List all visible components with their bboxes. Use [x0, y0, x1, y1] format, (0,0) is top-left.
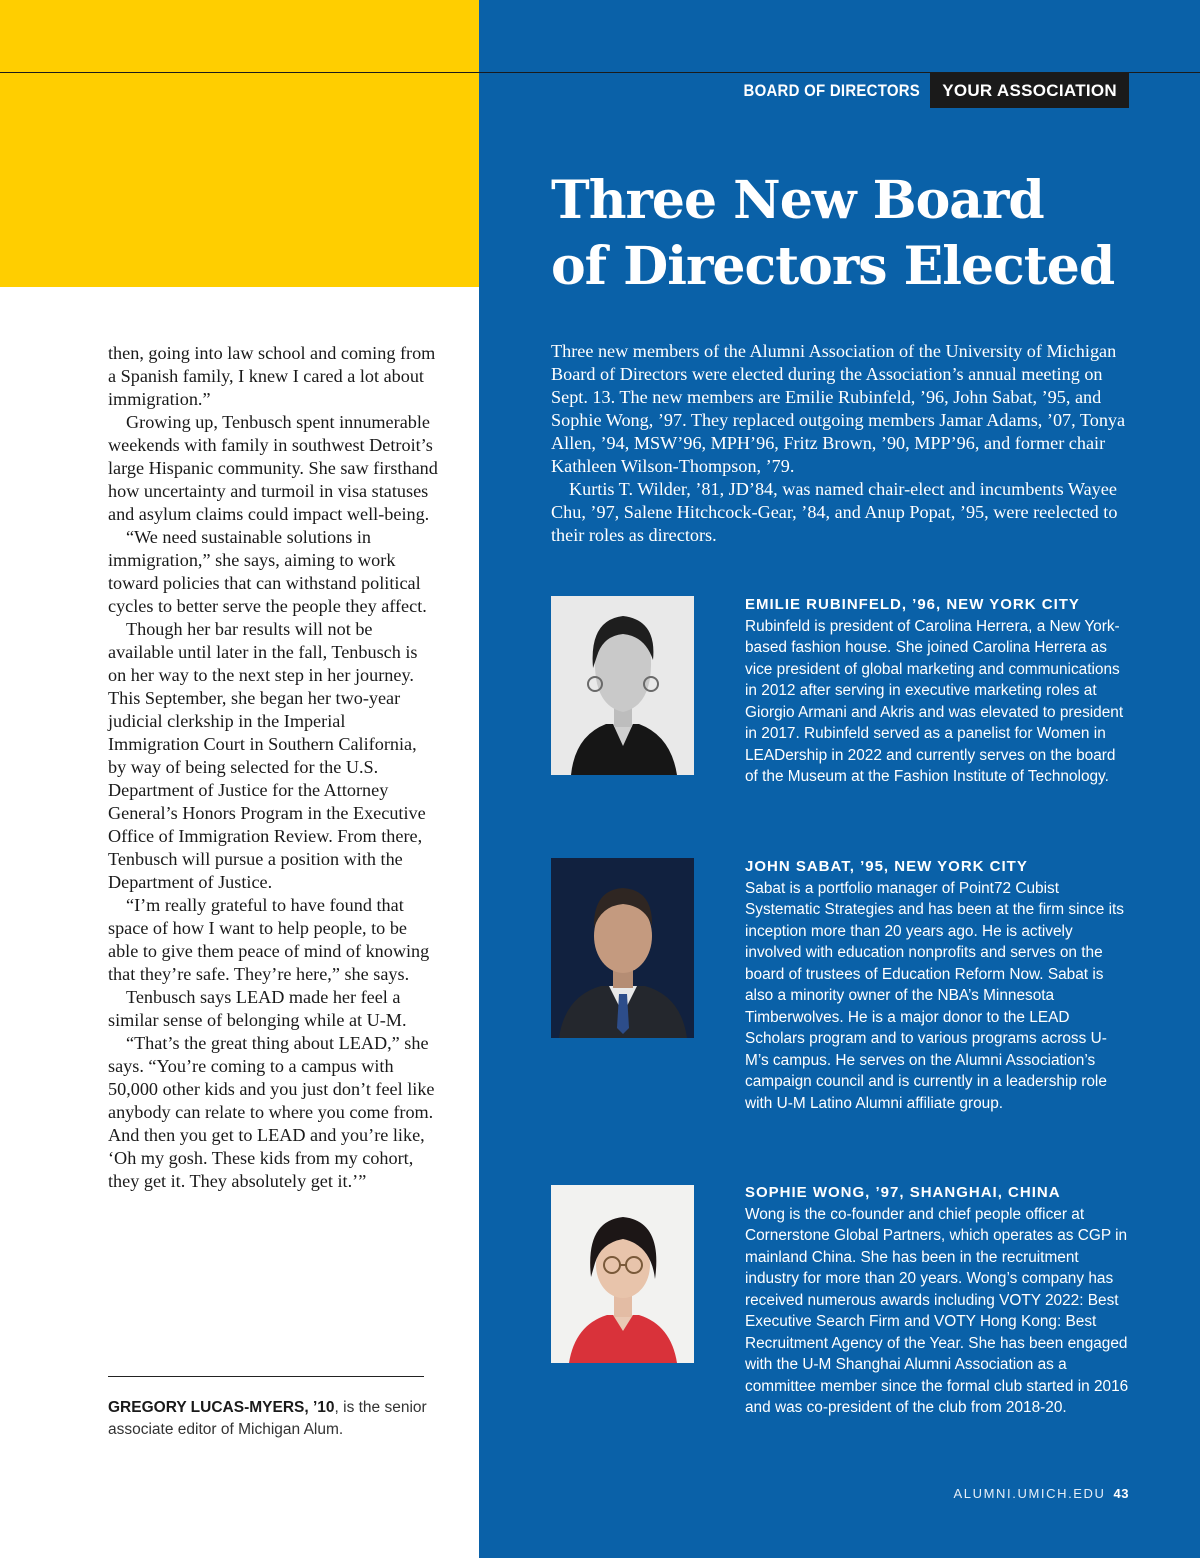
footer-site-url: ALUMNI.UMICH.EDU	[953, 1486, 1106, 1501]
sabat-photo	[551, 858, 694, 1038]
headline	[551, 168, 1171, 300]
category-label: YOUR ASSOCIATION	[930, 73, 1129, 108]
headline-line-1: Three New Board	[551, 170, 1044, 231]
member-bio-text: Rubinfeld is president of Carolina Herrera, a New York-based fashion house. She joined Carolina Herrera as vice president of global marketing and communications in 2012 after serving in executive marketing roles at Giorgio Armani and Akris and was elevated to president in 2017. Rubinfeld served as a panelist for Women in LEADership in 2022 and currently serves on the board of the Museum at the Fashion Institute of Technology.	[745, 617, 1124, 785]
body-paragraph: Tenbusch says LEAD made her feel a similar sense of belonging while at U-M.	[108, 987, 407, 1030]
member-bio-rubinfeld	[745, 594, 1130, 788]
member-heading: SOPHIE WONG, ’97, SHANGHAI, CHINA	[745, 1184, 1061, 1201]
member-heading: EMILIE RUBINFELD, ’96, NEW YORK CITY	[745, 596, 1080, 613]
page-number: 43	[1113, 1486, 1129, 1501]
member-bio-text: Sabat is a portfolio manager of Point72 Cubist Systematic Strategies and has been at the firm since its inception more than 20 years ago. He is actively involved with education nonprofits and serves on the board of trustees of Education Reform Now. Sabat is also a minority owner of the NBA’s Minnesota Timberwolves. He is a major donor to the LEAD Scholars program and to various programs across U-M’s campus. He serves on the Alumni Association’s campaign council and is currently in a leadership role with U-M Latino Alumni affiliate group.	[745, 879, 1124, 1112]
body-paragraph: “I’m really grateful to have found that space of how I want to help people, to be able to give them peace of mind of knowing that they’re safe. They’re here,” she says.	[108, 895, 430, 984]
body-paragraph: Growing up, Tenbusch spent innumerable weekends with family in southwest Detroit’s large Hispanic community. She saw firsthand how uncertainty and turmoil in visa statuses and asylum claims could impact well-being.	[108, 412, 438, 524]
intro-paragraph: Kurtis T. Wilder, ’81, JD’84, was named chair-elect and incumbents Wayee Chu, ’97, Salene Hitchcock-Gear, ’84, and Anup Popat, ’95, were reelected to their roles as directors.	[551, 479, 1118, 545]
author-byline	[108, 1397, 438, 1441]
section-tags	[706, 73, 1129, 108]
body-paragraph: Though her bar results will not be available until later in the fall, Tenbusch is on her way to the next step in her journey. This September, she began her two-year judicial clerkship in the Imperial Immigration Court in Southern California, by way of being selected for the U.S. Department of Justice for the Attorney General’s Honors Program in the Executive Office of Immigration Review. From there, Tenbusch will pursue a position with the Department of Justice.	[108, 619, 426, 892]
member-bio-wong	[745, 1182, 1130, 1419]
body-paragraph: “That’s the great thing about LEAD,” she says. “You’re coming to a campus with 50,000 other kids and you just don’t feel like anybody can relate to where you come from. And then you get to LEAD and you’re like, ‘Oh my gosh. These kids from my cohort, they get it. They absolutely get it.’”	[108, 1033, 435, 1191]
member-bio-sabat	[745, 856, 1130, 1114]
member-bio-text: Wong is the co-founder and chief people officer at Cornerstone Global Partners, which operates as CGP in mainland China. She has been in the recruitment industry for more than 20 years. Wong’s company has received numerous awards including VOTY 2022: Best Executive Search Firm and VOTY Hong Kong: Best Recruitment Agency of the Year. She has been engaged with the U-M Shanghai Alumni Association as a committee member since the formal club started in 2016 and was co-president of the club from 2018-20.	[745, 1205, 1129, 1416]
body-paragraph: “We need sustainable solutions in immigration,” she says, aiming to work toward policies that can withstand political cycles to better serve the people they affect.	[108, 527, 427, 616]
page-footer	[954, 1486, 1129, 1501]
left-column-text	[108, 342, 438, 1193]
intro-text	[551, 340, 1141, 547]
section-label: BOARD OF DIRECTORS	[743, 81, 920, 100]
yellow-color-block	[0, 0, 479, 287]
headline-line-2: of Directors Elected	[551, 236, 1115, 297]
rubinfeld-photo	[551, 596, 694, 775]
member-heading: JOHN SABAT, ’95, NEW YORK CITY	[745, 858, 1028, 875]
byline-divider	[108, 1376, 424, 1377]
intro-paragraph: Three new members of the Alumni Association of the University of Michigan Board of Directors were elected during the Association’s annual meeting on Sept. 13. The new members are Emilie Rubinfeld, ’96, John Sabat, ’95, and Sophie Wong, ’97. They replaced outgoing members Jamar Adams, ’07, Tonya Allen, ’94, MSW’96, MPH’96, Fritz Brown, ’90, MPP’96, and former chair Kathleen Wilson-Thompson, ’79.	[551, 341, 1126, 476]
byline-name: GREGORY LUCAS-MYERS, ’10	[108, 1399, 335, 1416]
byline-description: , is the senior associate editor of Michigan Alum.	[108, 1399, 427, 1438]
body-paragraph: then, going into law school and coming from a Spanish family, I knew I cared a lot about immigration.”	[108, 343, 436, 409]
wong-photo	[551, 1185, 694, 1363]
